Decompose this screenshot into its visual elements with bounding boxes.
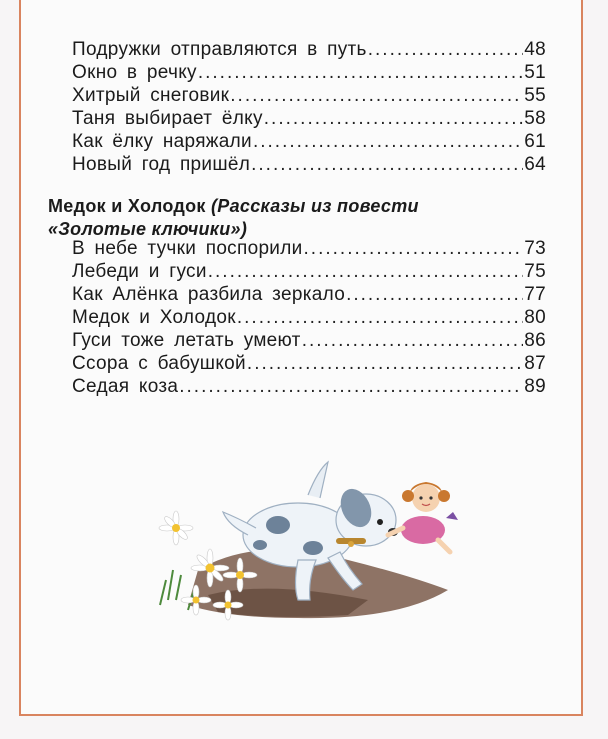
toc-entry-title: Хитрый снеговик	[72, 85, 230, 106]
toc-entry-page: 61	[524, 131, 546, 152]
section-subtitle: (Рассказы из повести	[211, 196, 419, 216]
toc-entry[interactable]	[72, 39, 546, 63]
toc-entry-page: 51	[524, 62, 546, 83]
dot-leader	[230, 85, 523, 107]
grass-icon	[160, 570, 194, 610]
toc-entry-page: 73	[524, 238, 546, 259]
toc-entry[interactable]	[72, 85, 546, 109]
toc-entry-page: 48	[524, 39, 546, 60]
toc-entry-page: 89	[524, 376, 546, 397]
toc-entry[interactable]	[72, 330, 546, 354]
section-heading	[48, 195, 518, 241]
toc-entry-page: 80	[524, 307, 546, 328]
dot-leader	[247, 353, 523, 375]
toc-entry[interactable]	[72, 108, 546, 132]
dot-leader	[346, 284, 523, 306]
toc-entry[interactable]	[72, 62, 546, 86]
toc-entry-title: Гуси тоже летать умеют	[72, 330, 301, 351]
dot-leader	[237, 307, 523, 329]
toc-entry-title: Подружки отправляются в путь	[72, 39, 367, 60]
dot-leader	[253, 131, 523, 153]
toc-entry[interactable]	[72, 154, 546, 178]
toc-entry-page: 86	[524, 330, 546, 351]
toc-entry-title: Новый год пришёл	[72, 154, 251, 175]
illustration	[148, 440, 468, 640]
dot-leader	[264, 108, 524, 130]
toc-entry[interactable]	[72, 284, 546, 308]
toc-entry-title: Как Алёнка разбила зеркало	[72, 284, 346, 305]
toc-entry-title: Седая коза	[72, 376, 179, 397]
toc-entry-title: Окно в речку	[72, 62, 197, 83]
dot-leader	[198, 62, 523, 84]
toc-entry[interactable]	[72, 131, 546, 155]
doll-icon	[388, 482, 458, 552]
dot-leader	[251, 154, 523, 176]
dot-leader	[304, 238, 524, 260]
toc-entry[interactable]	[72, 307, 546, 331]
dot-leader	[368, 39, 524, 61]
toc-entry-page: 64	[524, 154, 546, 175]
toc-entry-page: 55	[524, 85, 546, 106]
toc-entry-title: Как ёлку наряжали	[72, 131, 252, 152]
toc-entry-title: Медок и Холодок	[72, 307, 236, 328]
dot-leader	[208, 261, 524, 283]
toc-entry-page: 87	[524, 353, 546, 374]
toc-entry-title: Ссора с бабушкой	[72, 353, 246, 374]
toc-entry-page: 75	[524, 261, 546, 282]
dot-leader	[302, 330, 524, 352]
toc-entry-title: В небе тучки поспорили	[72, 238, 303, 259]
toc-entry-title: Лебеди и гуси	[72, 261, 207, 282]
dot-leader	[179, 376, 523, 398]
section-title: Медок и Холодок	[48, 196, 206, 216]
toc-entry-page: 77	[524, 284, 546, 305]
toc-entry[interactable]	[72, 376, 546, 400]
section-subtitle-continued: «Золотые ключики»)	[48, 219, 248, 239]
toc-entry-title: Таня выбирает ёлку	[72, 108, 263, 129]
toc-entry[interactable]	[72, 261, 546, 285]
toc-entry[interactable]	[72, 353, 546, 377]
toc-entry-page: 58	[524, 108, 546, 129]
toc-entry[interactable]	[72, 238, 546, 262]
